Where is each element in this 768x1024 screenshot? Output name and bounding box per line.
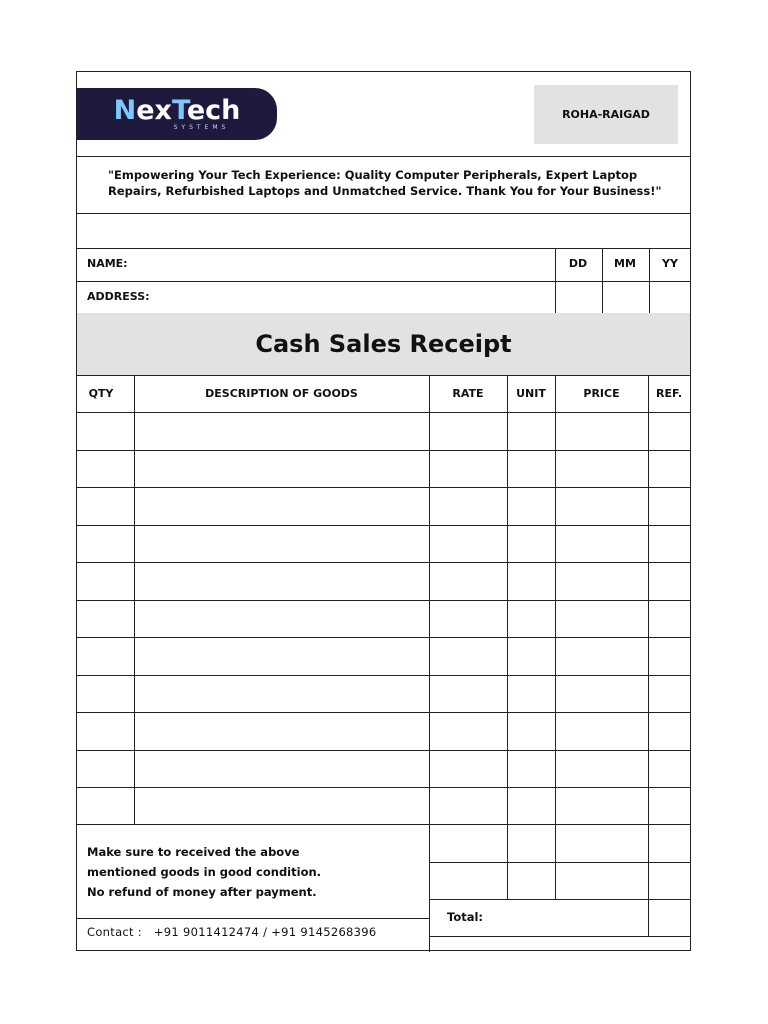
table-row [77,562,690,563]
logo-subtext: SYSTEMS [173,124,230,131]
col-header-unit: UNIT [516,387,546,400]
contact-numbers: +91 9011412474 / +91 9145268396 [153,925,377,939]
terms-note [87,842,417,902]
col-header-ref: REF. [655,387,683,400]
col-header-qty: QTY [88,387,114,400]
table-row [429,862,690,863]
cell-border [602,248,603,313]
cell-border [649,248,650,313]
table-row [77,787,690,788]
table-row [429,936,690,937]
table-row [77,750,690,751]
divider [77,281,690,282]
col-header-price: PRICE [583,387,620,400]
table-row [77,637,690,638]
receipt-title: Cash Sales Receipt [77,313,690,375]
col-header-description: DESCRIPTION OF GOODS [205,387,358,400]
column-border [648,375,649,936]
divider [77,213,690,214]
nextech-logo [77,88,277,140]
divider [77,248,690,249]
table-row [77,487,690,488]
date-year-label: YY [662,257,678,270]
tagline: "Empowering Your Tech Experience: Quality Computer Peripherals, Expert Laptop Repairs, Refurbished Laptops and Unmatched Service. Thank You for Your Business!" [108,168,662,198]
col-header-rate: RATE [452,387,484,400]
date-month-label: MM [614,257,636,270]
table-row [77,712,690,713]
table-row [77,525,690,526]
divider [77,918,429,919]
cash-sales-receipt [76,71,691,951]
contact-label: Contact : [87,925,142,939]
column-border [429,375,430,952]
terms-note-line: mentioned goods in good condition. [87,865,322,879]
terms-note-line: No refund of money after payment. [87,885,317,899]
logo-wordmark: NexTech [113,95,241,126]
table-row [77,600,690,601]
cell-border [555,248,556,313]
terms-note-line: Make sure to received the above [87,845,300,859]
table-row [77,450,690,451]
table-row [77,675,690,676]
table-row [429,899,690,900]
table-row [77,824,690,825]
contact-info [87,925,377,939]
address-label: ADDRESS: [87,290,150,303]
name-label: NAME: [87,257,128,270]
date-day-label: DD [568,257,588,270]
total-label: Total: [447,910,484,924]
divider [77,156,690,157]
table-row [77,412,690,413]
location-badge: ROHA-RAIGAD [534,85,678,144]
